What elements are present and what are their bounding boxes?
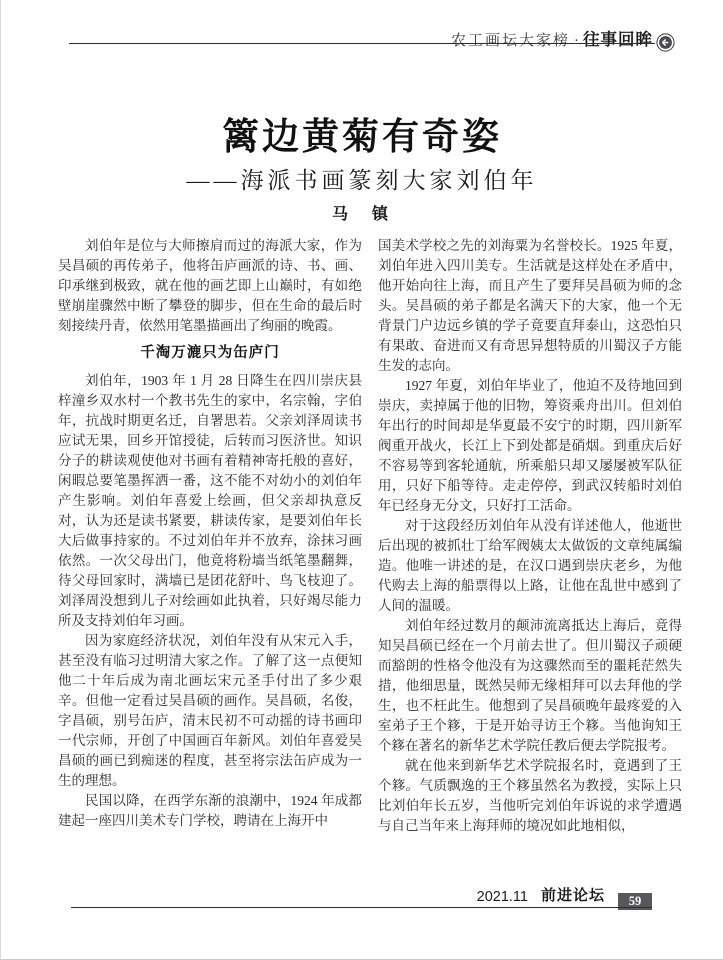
article-title: 篱边黄菊有奇姿 (222, 116, 502, 157)
body-paragraph: 1927 年夏，刘伯年毕业了，他迫不及待地回到崇庆，卖掉属于他的旧物，筹资乘舟出川。但刘伯年出行的时间却是华夏最不安宁的时期，四川新军阀重开战火，长江上下到处都是硝烟。到重庆后好不容易等到客轮通航，所乘船只却又屡屡被军队征用，只好下船等待。走走停停，到武汉转船时刘伯年已经身无分文，只好打工活命。 (378, 378, 682, 513)
intro-paragraph: 刘伯年是位与大师擦肩而过的海派大家，作为吴昌硕的再传弟子，他将缶庐画派的诗、书、画、印承继到极致，就在他的画艺即上山巅时，有如绝壁崩崖骤然中断了攀登的脚步，但在生命的最后时刻接续丹青，依然用笔墨描画出了绚丽的晚霞。 (58, 238, 362, 333)
body-paragraph: 因为家庭经济状况，刘伯年没有从宋元入手，甚至没有临习过明清大家之作。了解了这一点便知他二十年后成为南北画坛宋元圣手付出了多少艰辛。但他一定看过吴昌硕的画作。吴昌硕，名俊，字昌硕，别号缶庐，清末民初不可动摇的诗书画印一代宗师，开创了中国画百年新风。刘伯年喜爱吴昌硕的画已到痴迷的程度，甚至将宗法缶庐成为一生的理想。 (58, 633, 362, 788)
body-paragraph-continued: 国美术学校之先的刘海粟为名誉校长。1925 年夏，刘伯年进入四川美专。生活就是这样处在矛盾中，他开始向往上海，而且产生了要拜吴昌硕为师的念头。吴昌硕的弟子都是名满天下的大家，他一个无背景门户边远乡镇的学子竟要直拜泰山，这恐怕只有果敢、奋进而又有奇思异想特质的川蜀汉子方能生发的志向。 (378, 238, 682, 373)
page-number-badge: 59 (618, 893, 652, 910)
header-rule (69, 43, 655, 44)
page-header (69, 26, 653, 50)
article-body (58, 236, 682, 836)
section-heading: 千淘万漉只为缶庐门 (140, 345, 280, 361)
body-paragraph: 对于这段经历刘伯年从没有详述他人，他逝世后出现的被抓壮丁给军阀姨太太做饭的文章纯属编造。他唯一讲述的是，在汉口遇到崇庆老乡，为他代购去上海的船票得以上路，让他在乱世中感到了人间的温暖。 (378, 518, 682, 613)
page-footer (71, 884, 652, 908)
article-subtitle: ——海派书画篆刻大家刘伯年 (186, 168, 538, 193)
body-paragraph: 刘伯年，1903 年 1 月 28 日降生在四川崇庆县梓潼乡双水村一个教书先生的家中，名宗翰，字伯年，抗战时期更名迁，自署思若。父亲刘泽周读书应试无果，回乡开馆授徒，后转而习医济世。知识分子的耕读观使他对书画有着精神寄托般的喜好，闲暇总要笔墨挥洒一番，这不能不对幼小的刘伯年产生影响。刘伯年喜爱上绘画，但父亲却执意反对，认为还是读书紧要，耕读传家，是要刘伯年长大后做事持家的。不过刘伯年并不放弃，涂抹习画依然。一次父母出门，他竟将粉墙当纸笔墨翻舞，待父母回家时，满墙已是团花舒叶、鸟飞枝迎了。刘泽周没想到儿子对绘画如此执着，只好竭尽能力所及支持刘伯年习画。 (58, 373, 362, 628)
article-author: 马 镇 (331, 206, 392, 223)
body-paragraph: 民国以降，在西学东渐的浪潮中，1924 年成都建起一座四川美术专门学校，聘请在上海开中 (58, 793, 362, 828)
header-column-label: 往事回眸 (583, 31, 653, 49)
header-series-label: 农工画坛大家榜 (450, 33, 570, 49)
footer-issue-date: 2021.11 (476, 889, 528, 905)
body-paragraph: 刘伯年经过数月的颠沛流离抵达上海后，竟得知吴昌硕已经在一个月前去世了。但川蜀汉子顽硬而豁朗的性格令他没有为这骤然而至的噩耗茫然失措，他细思量，既然吴师无缘相拜可以去拜他的学生，也不枉此生。他想到了吴昌硕晚年最疼爱的入室弟子王个簃，于是开始寻访王个簃。当他询知王个簃在著名的新华艺术学院任教后便去学院报考。 (378, 618, 682, 753)
right-column (378, 236, 682, 836)
footer-journal-name: 前进论坛 (540, 887, 605, 904)
left-column (58, 236, 362, 836)
header-separator: · (574, 33, 579, 49)
footer-rule (71, 907, 652, 908)
body-paragraph: 就在他来到新华艺术学院报名时，竟遇到了王个簃。气质飘逸的王个簃虽然名为教授，实际上只比刘伯年长五岁，当他听完刘伯年诉说的求学遭遇与自己当年来上海拜师的境况如此地相似， (378, 758, 682, 833)
circled-left-arrow-icon (656, 33, 675, 52)
